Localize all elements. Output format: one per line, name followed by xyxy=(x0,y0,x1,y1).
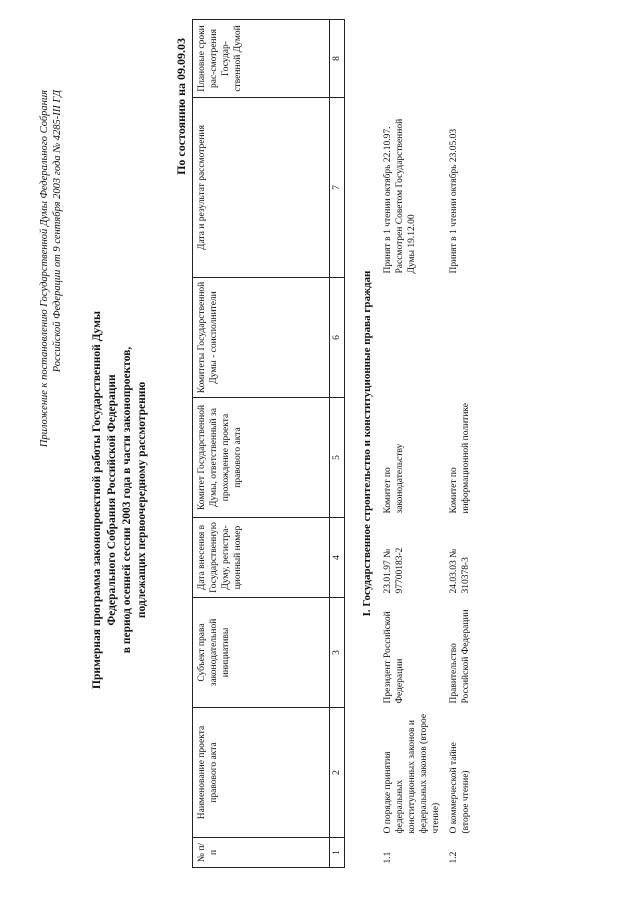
co-committees xyxy=(445,278,475,398)
document-title xyxy=(90,200,150,800)
header-act-name: Наименование проекта правового акта xyxy=(193,708,330,838)
column-number: 4 xyxy=(330,518,345,598)
header-responsible-committee: Комитет Государственной Думы, ответственный за прохождение проекта правового акта xyxy=(193,398,330,518)
column-number: 1 xyxy=(330,838,345,868)
row-number: 1.1 xyxy=(383,851,393,864)
planned-dates xyxy=(445,20,475,98)
title-line-2: Федерального Собрания Российской Федерации xyxy=(106,374,118,626)
header-planned-dates: Плановые сроки рас-смотрения Государ-ственной Думой xyxy=(193,20,330,98)
title-line-1: Примерная программа законопроектной работы Государственной Думы xyxy=(91,311,103,689)
header-result: Дата и результат рассмотрения xyxy=(193,98,330,278)
responsible-committee: Комитет по законодательству xyxy=(383,443,405,514)
date-registration: 24.03.03 № 310378-3 xyxy=(449,548,471,594)
initiative-subject: Правительство Российской Федерации xyxy=(449,609,471,704)
title-line-4: подлежащих первоочередному рассмотрению xyxy=(136,381,148,619)
row-number: 1.2 xyxy=(449,851,459,864)
as-of-date: По состоянию на 09.09.03 xyxy=(174,38,188,175)
date-registration: 23.01.97 № 97700183-2 xyxy=(383,547,405,594)
column-number-row xyxy=(330,20,345,868)
legislation-table xyxy=(192,19,475,868)
header-number: № п/п xyxy=(193,838,330,868)
header-row xyxy=(193,20,330,868)
act-name: О коммерческой тайне (второе чтение) xyxy=(449,742,471,834)
header-date-registration: Дата внесения в Государственную Думу, регистра-ционный номер xyxy=(193,518,330,598)
annex-line-2: Российской Федерации от 9 сентября 2003 года № 4285-III ГД xyxy=(52,90,63,373)
column-number: 8 xyxy=(330,20,345,98)
table-row xyxy=(379,20,445,868)
column-number: 6 xyxy=(330,278,345,398)
initiative-subject: Президент Российской Федерации xyxy=(383,611,405,704)
responsible-committee: Комитет по информационной политике xyxy=(449,402,471,514)
annex-note xyxy=(38,90,64,560)
section-row xyxy=(345,20,380,868)
act-name: О порядке принятия федеральных конституционных законов и федеральных законов (второе чтение) xyxy=(383,713,441,834)
column-number: 2 xyxy=(330,708,345,838)
table-row xyxy=(445,20,475,868)
column-number: 3 xyxy=(330,598,345,708)
section-title: I. Государственное строительство и конституционные права граждан xyxy=(361,270,373,617)
consideration-result: Принят в 1 чтении октябрь 22.10.97. Рассмотрен Советом Государственной Думы 19.12.00 xyxy=(383,118,417,274)
column-number: 7 xyxy=(330,98,345,278)
title-line-3: в период осенней сессии 2003 года в части законопроектов, xyxy=(121,346,133,654)
column-number: 5 xyxy=(330,398,345,518)
header-co-committees: Комитеты Государственной Думы - соисполнители xyxy=(193,278,330,398)
annex-line-1: Приложение к постановлению Государственной Думы Федерального Собрания xyxy=(39,90,50,448)
planned-dates xyxy=(379,20,445,98)
consideration-result: Принят в 1 чтении октябрь 23.05.03 xyxy=(449,128,459,274)
co-committees xyxy=(379,278,445,398)
header-initiative-subject: Субъект права законодательной инициативы xyxy=(193,598,330,708)
